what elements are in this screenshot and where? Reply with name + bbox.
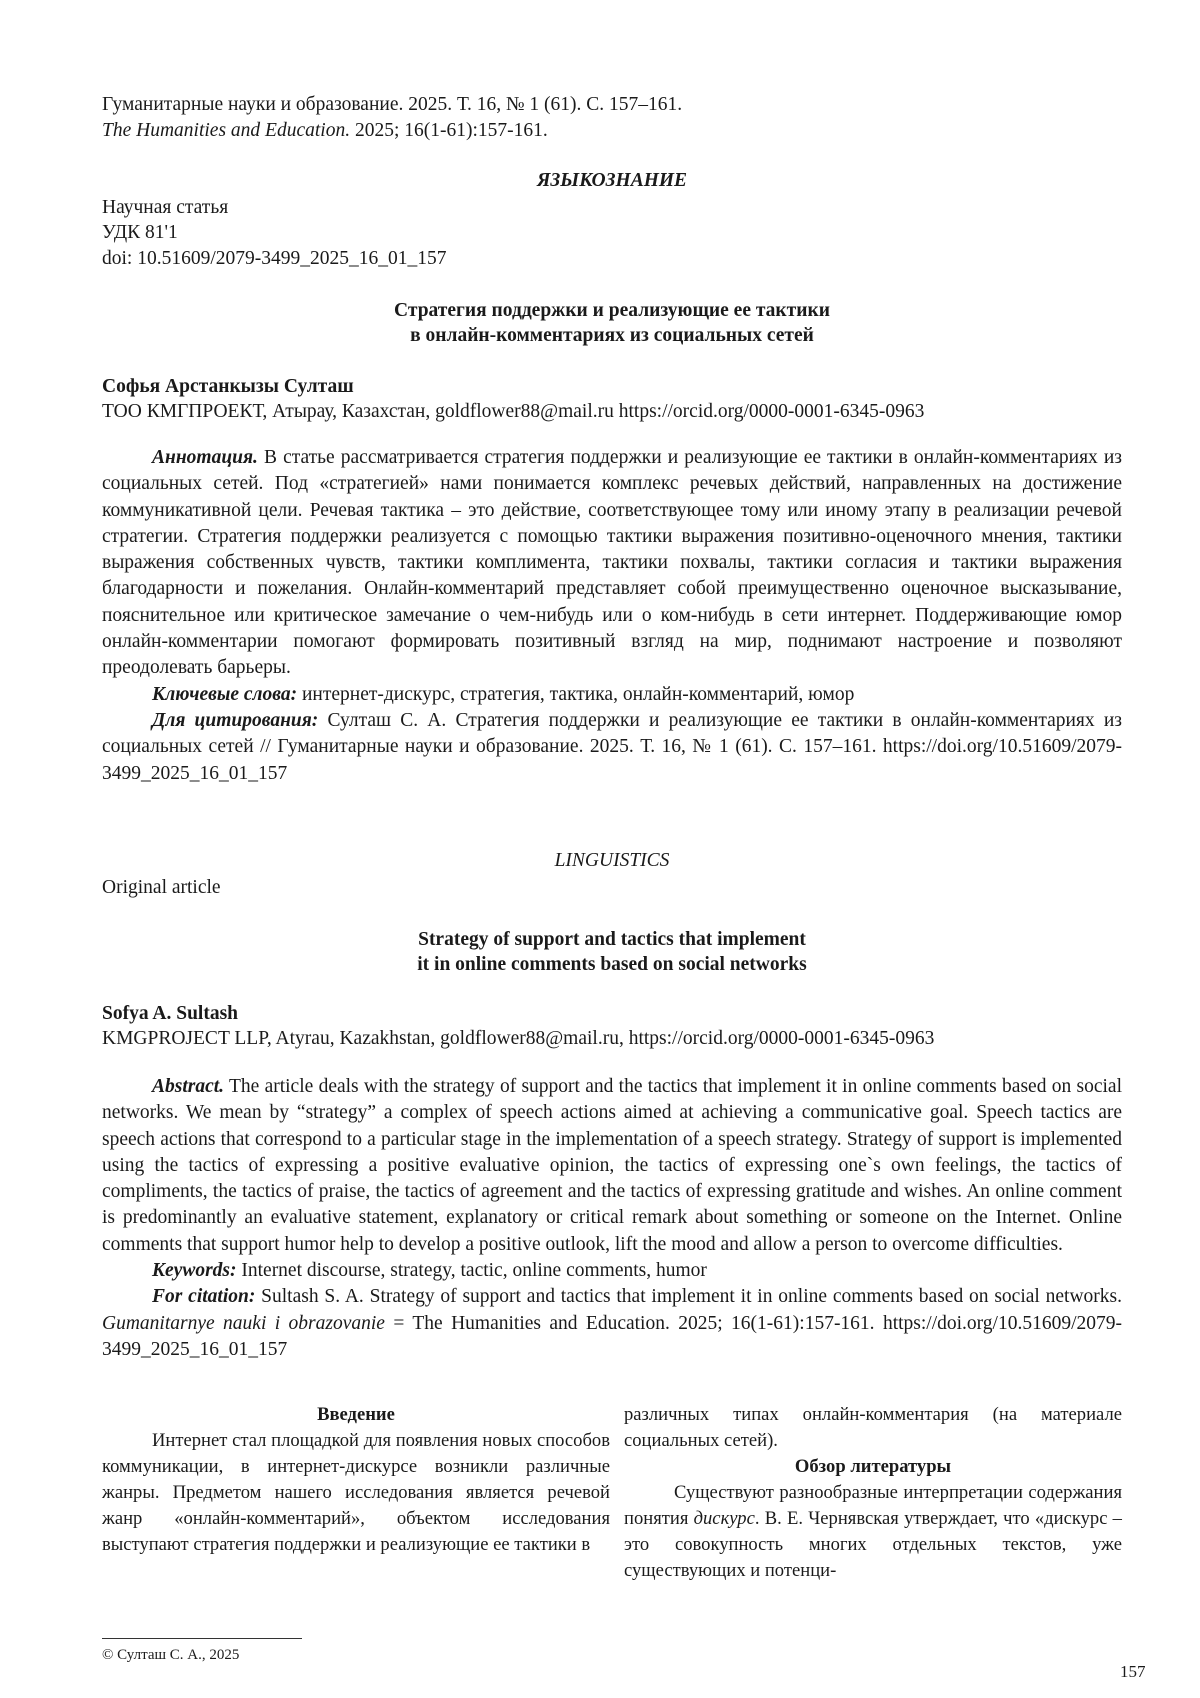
udk: УДК 81'1 <box>102 222 178 243</box>
review-term: дискурс <box>693 1508 755 1529</box>
journal-name-en: The Humanities and Education. <box>102 120 351 141</box>
citation-text-en-1: Sultash S. A. Strategy of support and tactics that implement it in online comments based on social networks. <box>255 1286 1122 1308</box>
keywords-label-ru: Ключевые слова: <box>152 683 298 705</box>
intro-heading: Введение <box>317 1404 395 1425</box>
doi: doi: 10.51609/2079-3499_2025_16_01_157 <box>102 248 447 269</box>
abstract-label-ru: Аннотация. <box>152 447 258 468</box>
journal-citation-en <box>102 118 548 144</box>
abstract-text-en: The article deals with the strategy of support and the tactics that implement it in online comments based on social networks. We mean by “strategy” a complex of speech actions aimed at achieving a communicative goal. Speech tactics are speech actions that correspond to a particular stage in the implementation of a speech strategy. Strategy of support is implemented using the tactics of expressing a positive evaluative opinion, the tactics of expressing one`s own feelings, the tactics of compliments, the tactics of praise, the tactics of agreement and the tactics of expressing gratitude and wishes. An online comment is predominantly an evaluative statement, explanatory or critical remark about something or someone on the Internet. Online comments that support humor help to develop a positive outlook, lift the mood and allow a person to overcome difficulties. <box>102 1076 1122 1255</box>
abstract-ru <box>102 445 1122 787</box>
review-text-2: . В. Е. Чернявская утверждает, что «дискурс – это совокупность многих отдельных текстов, уже существующих и потенци- <box>624 1508 1122 1581</box>
author-name-en: Sofya A. Sultash <box>102 1003 239 1024</box>
journal-citation-ru: Гуманитарные науки и образование. 2025. Т. 16, № 1 (61). С. 157–161. <box>102 94 683 115</box>
article-title-en-line2: it in online comments based on social networks <box>417 954 807 975</box>
author-affiliation-en: KMGPROJECT LLP, Atyrau, Kazakhstan, goldflower88@mail.ru, https://orcid.org/0000-0001-6345-0963 <box>102 1028 935 1049</box>
keywords-text-ru: интернет-дискурс, стратегия, тактика, онлайн-комментарий, юмор <box>297 683 855 705</box>
literature-review-heading: Обзор литературы <box>794 1456 952 1477</box>
abstract-text-ru: В статье рассматривается стратегия поддержки и реализующие ее тактики в онлайн-комментариях из социальных сетей. Под «стратегией» нами понимается комплекс речевых действий, направленных на достижение коммуникативной цели. Речевая тактика – это действие, соответствующее тому или иному этапу в реализации речевой стратегии. Стратегия поддержки реализуется с помощью тактики выражения позитивно-оценочного мнения, тактики выражения собственных чувств, тактики комплимента, тактики похвалы, тактики согласия и тактики выражения благодарности и пожелания. Онлайн-комментарий представляет собой преимущественно оценочное высказывание, пояснительное или критическое замечание о чем-нибудь или о ком-нибудь в сети интернет. Поддерживающие юмор онлайн-комментарии помогают формировать позитивный взгляд на мир, поднимают настроение и позволяют преодолевать барьеры. <box>102 447 1122 679</box>
citation-text-en-2: = The Humanities and Education. 2025; 16(1-61):157-161. https://doi.org/10.51609/2079-3499_2025_16_01_157 <box>102 1312 1123 1360</box>
left-column <box>102 1402 610 1558</box>
copyright-footnote: © Султаш С. А., 2025 <box>102 1647 240 1663</box>
keywords-label-en: Keywords: <box>152 1260 237 1282</box>
intro-paragraph-continued: различных типах онлайн-комментария (на материале социальных сетей). <box>624 1404 1122 1451</box>
review-text-1: Существуют разнообразные интерпретации содержания понятия <box>624 1482 1122 1529</box>
article-type-en: Original article <box>102 877 221 898</box>
citation-label-en: For citation: <box>152 1286 256 1308</box>
article-title-en-line1: Strategy of support and tactics that implement <box>418 929 806 950</box>
article-type-ru: Научная статья <box>102 197 229 218</box>
article-title-ru-line1: Стратегия поддержки и реализующие ее тактики <box>394 300 830 321</box>
literature-review-paragraph <box>624 1480 1122 1584</box>
intro-paragraph: Интернет стал площадкой для появления новых способов коммуникации, в интернет-дискурсе возникли различные жанры. Предметом нашего исследования является речевой жанр «онлайн-комментарий», объектом исследования выступают стратегия поддержки и реализующие ее тактики в <box>102 1430 610 1555</box>
footnote-divider <box>102 1638 302 1639</box>
abstract-label-en: Abstract. <box>152 1076 225 1097</box>
keywords-text-en: Internet discourse, strategy, tactic, online comments, humor <box>236 1260 707 1282</box>
citation-text-ru: Султаш С. А. Стратегия поддержки и реализующие ее тактики в онлайн-комментариях из социальных сетей // Гуманитарные науки и образование. 2025. Т. 16, № 1 (61). С. 157–161. https://doi.org/10.51609/2079-3499_2025_16_01_157 <box>102 709 1122 784</box>
article-title-ru-line2: в онлайн-комментариях из социальных сетей <box>410 325 814 346</box>
citation-journal-en: Gumanitarnye nauki i obrazovanie <box>102 1312 385 1334</box>
section-heading-en: LINGUISTICS <box>554 850 670 871</box>
page-number: 157 <box>1120 1662 1146 1681</box>
author-affiliation-ru: ТОО КМГПРОЕКТ, Атырау, Казахстан, goldflower88@mail.ru https://orcid.org/0000-0001-6345-0963 <box>102 401 925 422</box>
section-heading-ru: ЯЗЫКОЗНАНИЕ <box>536 170 688 191</box>
author-name-ru: Софья Арстанкызы Султаш <box>102 376 354 397</box>
abstract-en <box>102 1074 1122 1363</box>
journal-issue-en: 2025; 16(1-61):157-161. <box>350 120 548 141</box>
right-column <box>624 1402 1122 1584</box>
citation-label-ru: Для цитирования: <box>152 709 319 731</box>
